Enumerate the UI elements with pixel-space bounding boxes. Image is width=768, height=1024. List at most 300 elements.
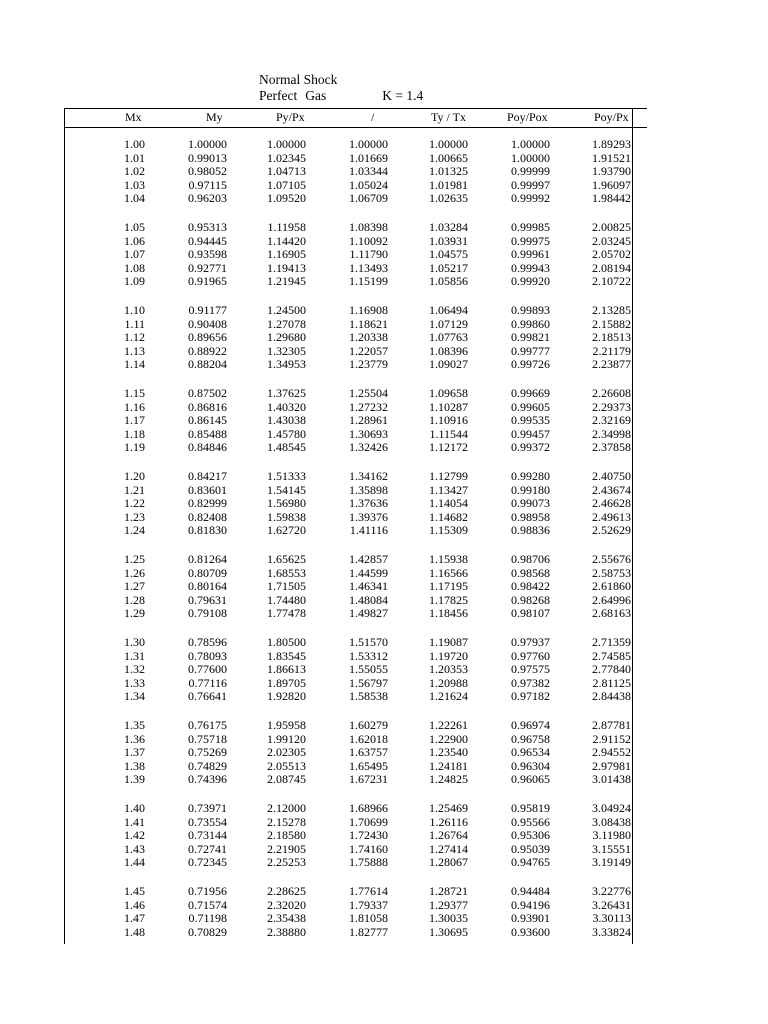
table-row (0, 926, 768, 940)
table-cell: 1.37636 (349, 496, 388, 510)
table-cell: 1.17825 (429, 592, 468, 607)
table-cell: 1.20353 (429, 662, 468, 676)
table-cell: 0.95306 (511, 828, 550, 842)
table-row (0, 636, 768, 650)
header-mx: Mx (125, 110, 142, 124)
table-cell: 1.31 (124, 648, 145, 663)
table-row (0, 567, 768, 581)
table-cell: 1.93790 (592, 164, 631, 178)
table-cell: 0.82999 (188, 496, 227, 510)
table-cell: 3.22776 (592, 884, 631, 898)
table-cell: 2.12000 (267, 801, 306, 815)
table-cell: 0.94445 (188, 233, 227, 248)
table-cell: 0.78093 (188, 648, 227, 663)
table-cell: 2.34998 (592, 426, 631, 441)
table-cell: 0.80709 (188, 565, 227, 580)
table-cell: 2.52629 (592, 523, 631, 537)
table-cell: 1.03931 (429, 233, 468, 248)
table-cell: 1.25 (124, 552, 145, 566)
table-cell: 2.29373 (592, 399, 631, 414)
table-cell: 1.21 (124, 482, 145, 497)
table-cell: 1.34 (124, 689, 145, 703)
table-row (0, 746, 768, 760)
table-row (0, 843, 768, 857)
table-cell: 0.97937 (511, 635, 550, 649)
table-cell: 1.75888 (349, 855, 388, 869)
title-perfect: Perfect (259, 88, 298, 103)
table-row (0, 511, 768, 525)
table-cell: 2.26608 (592, 386, 631, 400)
table-cell: 1.06 (124, 233, 145, 248)
table-cell: 0.85488 (188, 426, 227, 441)
table-cell: 1.62720 (267, 523, 306, 537)
table-cell: 0.93598 (188, 247, 227, 261)
title-line-2 (259, 88, 423, 104)
table-cell: 1.14 (124, 357, 145, 371)
row-group (0, 221, 768, 304)
table-cell: 2.08194 (592, 260, 631, 275)
table-cell: 0.99997 (511, 177, 550, 192)
table-cell: 0.88922 (188, 343, 227, 358)
table-cell: 1.99120 (267, 731, 306, 746)
table-cell: 1.80500 (267, 635, 306, 649)
title-gas: Gas (305, 88, 327, 103)
table-cell: 1.18456 (429, 606, 468, 620)
table-cell: 1.18 (124, 426, 145, 441)
table-cell: 1.68553 (267, 565, 306, 580)
table-row (0, 719, 768, 733)
table-cell: 0.73144 (188, 828, 227, 842)
row-group (0, 470, 768, 553)
table-cell: 1.02345 (267, 150, 306, 165)
table-cell: 2.02305 (267, 745, 306, 759)
table-cell: 0.71956 (188, 884, 227, 898)
table-cell: 0.99943 (511, 260, 550, 275)
table-row (0, 733, 768, 747)
table-cell: 1.09658 (429, 386, 468, 400)
table-row (0, 179, 768, 193)
table-cell: 1.32305 (267, 343, 306, 358)
table-cell: 0.96304 (511, 758, 550, 773)
table-row (0, 152, 768, 166)
table-cell: 2.61860 (592, 579, 631, 593)
table-cell: 1.30035 (429, 911, 468, 925)
table-row (0, 885, 768, 899)
table-cell: 0.99920 (511, 274, 550, 288)
table-cell: 1.17 (124, 413, 145, 427)
table-cell: 1.30693 (349, 426, 388, 441)
table-cell: 0.80164 (188, 579, 227, 593)
table-row (0, 594, 768, 608)
table-row (0, 690, 768, 704)
row-group (0, 636, 768, 719)
table-cell: 0.95566 (511, 814, 550, 829)
table-cell: 0.98052 (188, 164, 227, 178)
table-cell: 0.94765 (511, 855, 550, 869)
table-cell: 0.99961 (511, 247, 550, 261)
table-cell: 1.47 (124, 911, 145, 925)
table-row (0, 856, 768, 870)
table-cell: 1.59838 (267, 509, 306, 524)
table-cell: 0.87502 (188, 386, 227, 400)
table-cell: 2.13285 (592, 303, 631, 317)
table-cell: 1.13427 (429, 482, 468, 497)
header-my: My (206, 110, 223, 124)
table-cell: 1.12 (124, 330, 145, 344)
table-cell: 1.74480 (267, 592, 306, 607)
table-cell: 1.08396 (429, 343, 468, 358)
table-cell: 1.41116 (349, 523, 388, 537)
table-cell: 0.77600 (188, 662, 227, 676)
table-cell: 1.13 (124, 343, 145, 358)
table-cell: 0.99992 (511, 191, 550, 205)
table-cell: 1.33 (124, 675, 145, 690)
table-row (0, 497, 768, 511)
table-cell: 1.07 (124, 247, 145, 261)
table-row (0, 235, 768, 249)
table-cell: 1.62018 (349, 731, 388, 746)
table-cell: 0.96534 (511, 745, 550, 759)
table-cell: 1.48084 (349, 592, 388, 607)
table-cell: 1.28 (124, 592, 145, 607)
table-row (0, 248, 768, 262)
table-cell: 1.06709 (349, 191, 388, 205)
table-cell: 0.75718 (188, 731, 227, 746)
table-cell: 1.54145 (267, 482, 306, 497)
table-cell: 1.79337 (349, 897, 388, 912)
table-cell: 1.23 (124, 509, 145, 524)
table-cell: 0.98107 (511, 606, 550, 620)
table-cell: 1.00000 (511, 150, 550, 165)
table-cell: 2.05702 (592, 247, 631, 261)
table-cell: 0.99821 (511, 330, 550, 344)
table-cell: 0.98958 (511, 509, 550, 524)
table-cell: 0.99013 (188, 150, 227, 165)
table-cell: 1.02635 (429, 191, 468, 205)
table-cell: 1.22057 (349, 343, 388, 358)
table-cell: 0.98836 (511, 523, 550, 537)
table-cell: 1.27232 (349, 399, 388, 414)
table-cell: 1.05 (124, 220, 145, 234)
table-cell: 1.91521 (592, 150, 631, 165)
table-cell: 3.11980 (592, 828, 631, 842)
table-cell: 2.68163 (592, 606, 631, 620)
table-cell: 0.99073 (511, 496, 550, 510)
table-cell: 1.23540 (429, 745, 468, 759)
table-cell: 0.95819 (511, 801, 550, 815)
table-cell: 0.96203 (188, 191, 227, 205)
row-group (0, 138, 768, 221)
row-group (0, 885, 768, 968)
table-cell: 1.06494 (429, 303, 468, 317)
table-cell: 1.22 (124, 496, 145, 510)
table-cell: 0.78596 (188, 635, 227, 649)
table-cell: 0.90408 (188, 316, 227, 331)
table-row (0, 524, 768, 538)
title-line-1: Normal Shock (259, 72, 338, 87)
table-cell: 1.46341 (349, 579, 388, 593)
table-row (0, 470, 768, 484)
table-cell: 1.45 (124, 884, 145, 898)
header-density-ratio: / (371, 110, 375, 124)
table-cell: 1.00000 (349, 137, 388, 151)
table-cell: 2.64996 (592, 592, 631, 607)
table-cell: 1.20 (124, 469, 145, 483)
table-cell: 1.55055 (349, 662, 388, 676)
table-cell: 1.38 (124, 758, 145, 773)
title-k-value: K = 1.4 (382, 88, 424, 103)
table-cell: 1.10287 (429, 399, 468, 414)
table-cell: 0.75269 (188, 745, 227, 759)
table-row (0, 275, 768, 289)
table-cell: 0.98706 (511, 552, 550, 566)
table-cell: 2.58753 (592, 565, 631, 580)
table-cell: 2.84438 (592, 689, 631, 703)
table-cell: 0.72345 (188, 855, 227, 869)
table-cell: 0.72741 (188, 841, 227, 856)
table-cell: 1.09027 (429, 357, 468, 371)
table-cell: 1.98442 (592, 191, 631, 205)
table-cell: 1.48 (124, 924, 145, 939)
table-cell: 0.76175 (188, 718, 227, 732)
table-cell: 1.10092 (349, 233, 388, 248)
table-cell: 1.11790 (349, 247, 388, 261)
table-cell: 1.03 (124, 177, 145, 192)
table-cell: 0.73554 (188, 814, 227, 829)
table-cell: 1.67231 (349, 772, 388, 786)
table-cell: 1.29680 (267, 330, 306, 344)
table-row (0, 428, 768, 442)
table-cell: 1.15 (124, 386, 145, 400)
table-cell: 2.18513 (592, 330, 631, 344)
table-cell: 0.98268 (511, 592, 550, 607)
table-cell: 0.99457 (511, 426, 550, 441)
table-cell: 2.28625 (267, 884, 306, 898)
table-cell: 1.08398 (349, 220, 388, 234)
table-cell: 2.87781 (592, 718, 631, 732)
table-cell: 1.00000 (511, 137, 550, 151)
table-cell: 2.49613 (592, 509, 631, 524)
table-cell: 0.74396 (188, 772, 227, 786)
table-cell: 0.99999 (511, 164, 550, 178)
table-cell: 1.14682 (429, 509, 468, 524)
table-cell: 0.88204 (188, 357, 227, 371)
table-cell: 2.21905 (267, 841, 306, 856)
table-row (0, 802, 768, 816)
table-cell: 1.16566 (429, 565, 468, 580)
table-row (0, 607, 768, 621)
table-row (0, 580, 768, 594)
table-cell: 2.00825 (592, 220, 631, 234)
table-cell: 0.99726 (511, 357, 550, 371)
table-cell: 2.25253 (267, 855, 306, 869)
table-cell: 0.89656 (188, 330, 227, 344)
table-cell: 0.82408 (188, 509, 227, 524)
table-cell: 1.26 (124, 565, 145, 580)
table-cell: 0.79108 (188, 606, 227, 620)
table-cell: 1.81058 (349, 911, 388, 925)
table-cell: 1.14054 (429, 496, 468, 510)
table-cell: 1.00000 (267, 137, 306, 151)
table-cell: 2.32020 (267, 897, 306, 912)
table-cell: 1.24500 (267, 303, 306, 317)
table-cell: 1.04575 (429, 247, 468, 261)
table-cell: 1.37625 (267, 386, 306, 400)
table-cell: 1.41 (124, 814, 145, 829)
table-cell: 1.16 (124, 399, 145, 414)
table-cell: 1.32426 (349, 440, 388, 454)
table-row (0, 773, 768, 787)
table-cell: 1.01325 (429, 164, 468, 178)
table-row (0, 262, 768, 276)
table-cell: 0.99777 (511, 343, 550, 358)
table-cell: 1.17195 (429, 579, 468, 593)
table-cell: 1.27414 (429, 841, 468, 856)
table-cell: 1.51333 (267, 469, 306, 483)
table-cell: 0.93600 (511, 924, 550, 939)
table-cell: 0.94484 (511, 884, 550, 898)
table-cell: 1.96097 (592, 177, 631, 192)
table-cell: 1.60279 (349, 718, 388, 732)
table-cell: 2.03245 (592, 233, 631, 248)
table-cell: 1.95958 (267, 718, 306, 732)
table-cell: 2.40750 (592, 469, 631, 483)
header-poy-pox: Poy/Pox (507, 110, 548, 124)
table-cell: 1.34162 (349, 469, 388, 483)
table-cell: 1.24 (124, 523, 145, 537)
table-cell: 1.44 (124, 855, 145, 869)
table-cell: 0.77116 (188, 675, 227, 690)
table-cell: 1.77614 (349, 884, 388, 898)
table-cell: 1.92820 (267, 689, 306, 703)
table-cell: 2.91152 (592, 731, 631, 746)
table-cell: 1.20338 (349, 330, 388, 344)
table-cell: 0.99280 (511, 469, 550, 483)
table-cell: 1.43 (124, 841, 145, 856)
table-cell: 1.02 (124, 164, 145, 178)
table-cell: 1.58538 (349, 689, 388, 703)
table-cell: 0.84217 (188, 469, 227, 483)
table-row (0, 138, 768, 152)
table-row (0, 221, 768, 235)
table-cell: 1.03284 (429, 220, 468, 234)
table-cell: 1.04 (124, 191, 145, 205)
table-cell: 1.08 (124, 260, 145, 275)
table-cell: 2.71359 (592, 635, 631, 649)
table-cell: 1.22900 (429, 731, 468, 746)
table-cell: 0.99180 (511, 482, 550, 497)
table-cell: 2.43674 (592, 482, 631, 497)
table-cell: 0.91965 (188, 274, 227, 288)
table-cell: 1.27078 (267, 316, 306, 331)
table-cell: 0.97575 (511, 662, 550, 676)
table-cell: 1.44599 (349, 565, 388, 580)
table-cell: 2.23877 (592, 357, 631, 371)
table-row (0, 345, 768, 359)
table-row (0, 663, 768, 677)
table-cell: 1.10 (124, 303, 145, 317)
table-cell: 1.15199 (349, 274, 388, 288)
table-cell: 0.92771 (188, 260, 227, 275)
table-cell: 1.00000 (429, 137, 468, 151)
table-row (0, 816, 768, 830)
table-cell: 0.86816 (188, 399, 227, 414)
table-cell: 0.83601 (188, 482, 227, 497)
table-cell: 0.70829 (188, 924, 227, 939)
table-cell: 1.65495 (349, 758, 388, 773)
table-cell: 1.86613 (267, 662, 306, 676)
table-cell: 1.09 (124, 274, 145, 288)
table-cell: 1.26764 (429, 828, 468, 842)
table-cell: 0.76641 (188, 689, 227, 703)
table-cell: 1.36 (124, 731, 145, 746)
table-row (0, 318, 768, 332)
table-cell: 1.65625 (267, 552, 306, 566)
table-cell: 1.16908 (349, 303, 388, 317)
table-cell: 1.68966 (349, 801, 388, 815)
table-cell: 1.18621 (349, 316, 388, 331)
table-row (0, 760, 768, 774)
table-cell: 1.23779 (349, 357, 388, 371)
table-cell: 1.53312 (349, 648, 388, 663)
row-group (0, 719, 768, 802)
table-cell: 1.28721 (429, 884, 468, 898)
table-cell: 2.08745 (267, 772, 306, 786)
table-cell: 0.91177 (188, 303, 227, 317)
table-cell: 0.98568 (511, 565, 550, 580)
table-cell: 2.15882 (592, 316, 631, 331)
table-cell: 0.71574 (188, 897, 227, 912)
table-cell: 1.28961 (349, 413, 388, 427)
table-cell: 2.32169 (592, 413, 631, 427)
table-cell: 1.22261 (429, 718, 468, 732)
table-cell: 1.42857 (349, 552, 388, 566)
table-cell: 1.15309 (429, 523, 468, 537)
table-cell: 3.30113 (592, 911, 631, 925)
table-cell: 1.45780 (267, 426, 306, 441)
row-group (0, 387, 768, 470)
table-cell: 1.49827 (349, 606, 388, 620)
table-cell: 1.11 (124, 316, 145, 331)
table-cell: 1.30695 (429, 924, 468, 939)
table-cell: 1.05024 (349, 177, 388, 192)
table-cell: 1.83545 (267, 648, 306, 663)
table-row (0, 401, 768, 415)
table-cell: 1.28067 (429, 855, 468, 869)
header-ty-tx: Ty / Tx (431, 110, 466, 124)
table-row (0, 387, 768, 401)
table-cell: 1.29377 (429, 897, 468, 912)
table-cell: 1.56980 (267, 496, 306, 510)
table-cell: 1.39376 (349, 509, 388, 524)
table-cell: 1.05856 (429, 274, 468, 288)
table-cell: 1.13493 (349, 260, 388, 275)
table-cell: 1.25469 (429, 801, 468, 815)
table-cell: 1.71505 (267, 579, 306, 593)
table-cell: 1.11544 (429, 426, 468, 441)
table-cell: 2.21179 (592, 343, 631, 358)
table-cell: 1.14420 (267, 233, 306, 248)
row-group (0, 553, 768, 636)
table-cell: 1.03344 (349, 164, 388, 178)
table-cell: 0.97382 (511, 675, 550, 690)
table-cell: 0.99535 (511, 413, 550, 427)
table-cell: 2.15278 (267, 814, 306, 829)
table-cell: 0.81830 (188, 523, 227, 537)
table-cell: 0.97115 (188, 177, 227, 192)
table-cell: 1.39 (124, 772, 145, 786)
table-cell: 1.19720 (429, 648, 468, 663)
